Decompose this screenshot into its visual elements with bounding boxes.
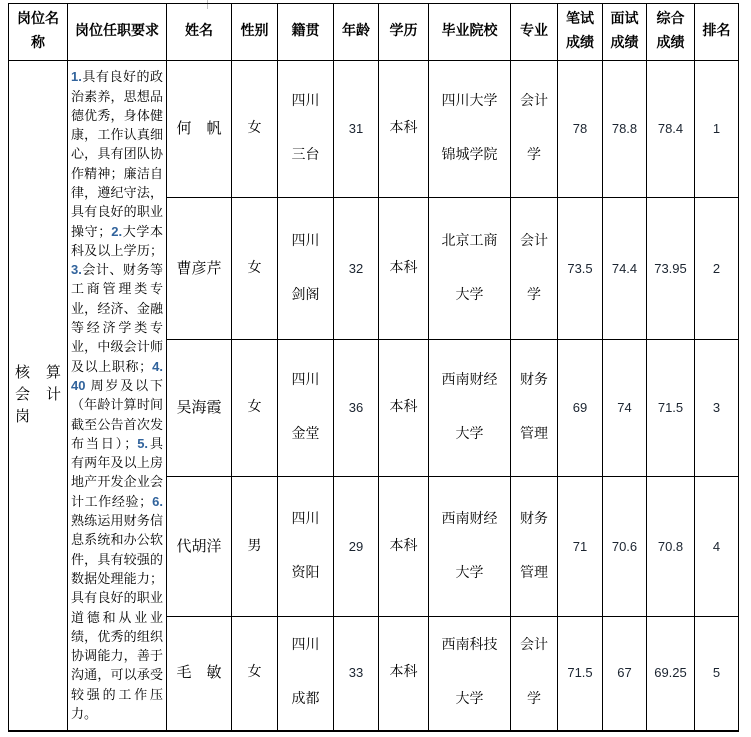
- cell-name: 曹彦芹: [167, 198, 232, 340]
- cell-name: 代胡洋: [167, 477, 232, 617]
- cell-school: 西南财经大学: [429, 340, 511, 477]
- position-name-cell: 核 算 会 计 岗: [9, 61, 68, 731]
- cell-gender: 女: [232, 340, 278, 477]
- cell-major: 会计学: [511, 617, 558, 731]
- cell-gender: 女: [232, 198, 278, 340]
- cell-written-score: 73.5: [558, 198, 603, 340]
- cell-school: 北京工商大学: [429, 198, 511, 340]
- col-header-gender: 性别: [232, 4, 278, 61]
- cell-interview-score: 67: [603, 617, 647, 731]
- cell-age: 36: [334, 340, 379, 477]
- col-header-written-score: 笔试成绩: [558, 4, 603, 61]
- cell-rank: 2: [695, 198, 739, 340]
- cell-major: 财务管理: [511, 340, 558, 477]
- cell-gender: 女: [232, 617, 278, 731]
- col-header-position: 岗位名称: [9, 4, 68, 61]
- cell-rank: 1: [695, 61, 739, 198]
- cell-overall-score: 71.5: [647, 340, 695, 477]
- cell-written-score: 78: [558, 61, 603, 198]
- requirements-text: 1.具有良好的政治素养，思想品德优秀，身体健康，工作认真细心，具有团队协作精神；廉洁自律，遵纪守法，具有良好的职业操守；2.大学本科及以上学历；3.会计、财务等工商管理类专业，经济、金融等经济学类专业，中级会计师及以上职称；4.40 周岁及以下（年龄计算时间截至公告首次发布当日）；5.具有两年及以上房地产开发企业会计工作经验；6.熟练运用财务信息系统和办公软件，具有较强的数据处理能力；具有良好的职业道德和从业业绩，优秀的组织协调能力，善于沟通，可以承受较强的工作压力。: [68, 61, 167, 731]
- col-header-hometown: 籍贯: [278, 4, 334, 61]
- col-header-education: 学历: [379, 4, 429, 61]
- cell-age: 31: [334, 61, 379, 198]
- col-header-name: 姓名: [167, 4, 232, 61]
- cell-hometown: 四川资阳: [278, 477, 334, 617]
- cell-interview-score: 74.4: [603, 198, 647, 340]
- cell-major: 财务管理: [511, 477, 558, 617]
- col-header-overall-score: 综合成绩: [647, 4, 695, 61]
- col-header-requirements: 岗位任职要求: [68, 4, 167, 61]
- cell-education: 本科: [379, 617, 429, 731]
- cell-hometown: 四川成都: [278, 617, 334, 731]
- cell-age: 29: [334, 477, 379, 617]
- col-header-school: 毕业院校: [429, 4, 511, 61]
- cell-overall-score: 69.25: [647, 617, 695, 731]
- cell-education: 本科: [379, 340, 429, 477]
- table-row: [9, 61, 739, 198]
- cell-overall-score: 70.8: [647, 477, 695, 617]
- cell-rank: 3: [695, 340, 739, 477]
- col-header-rank: 排名: [695, 4, 739, 61]
- cell-gender: 男: [232, 477, 278, 617]
- cell-age: 32: [334, 198, 379, 340]
- cell-major: 会计学: [511, 61, 558, 198]
- cell-interview-score: 78.8: [603, 61, 647, 198]
- cell-school: 四川大学锦城学院: [429, 61, 511, 198]
- cell-age: 33: [334, 617, 379, 731]
- cell-overall-score: 73.95: [647, 198, 695, 340]
- cell-interview-score: 70.6: [603, 477, 647, 617]
- cell-overall-score: 78.4: [647, 61, 695, 198]
- cell-education: 本科: [379, 477, 429, 617]
- col-header-interview-score: 面试成绩: [603, 4, 647, 61]
- cell-interview-score: 74: [603, 340, 647, 477]
- cell-name: 何 帆: [167, 61, 232, 198]
- cell-name: 吴海霞: [167, 340, 232, 477]
- cell-rank: 4: [695, 477, 739, 617]
- recruitment-results-table: [8, 3, 739, 732]
- cell-written-score: 71.5: [558, 617, 603, 731]
- cell-written-score: 69: [558, 340, 603, 477]
- cell-rank: 5: [695, 617, 739, 731]
- cell-gender: 女: [232, 61, 278, 198]
- col-header-age: 年龄: [334, 4, 379, 61]
- cell-name: 毛 敏: [167, 617, 232, 731]
- cell-school: 西南科技大学: [429, 617, 511, 731]
- cell-hometown: 四川三台: [278, 61, 334, 198]
- header-row: [9, 4, 739, 61]
- cell-hometown: 四川剑阁: [278, 198, 334, 340]
- cell-school: 西南财经大学: [429, 477, 511, 617]
- cell-written-score: 71: [558, 477, 603, 617]
- cell-education: 本科: [379, 198, 429, 340]
- cell-education: 本科: [379, 61, 429, 198]
- col-header-major: 专业: [511, 4, 558, 61]
- cell-hometown: 四川金堂: [278, 340, 334, 477]
- cell-major: 会计学: [511, 198, 558, 340]
